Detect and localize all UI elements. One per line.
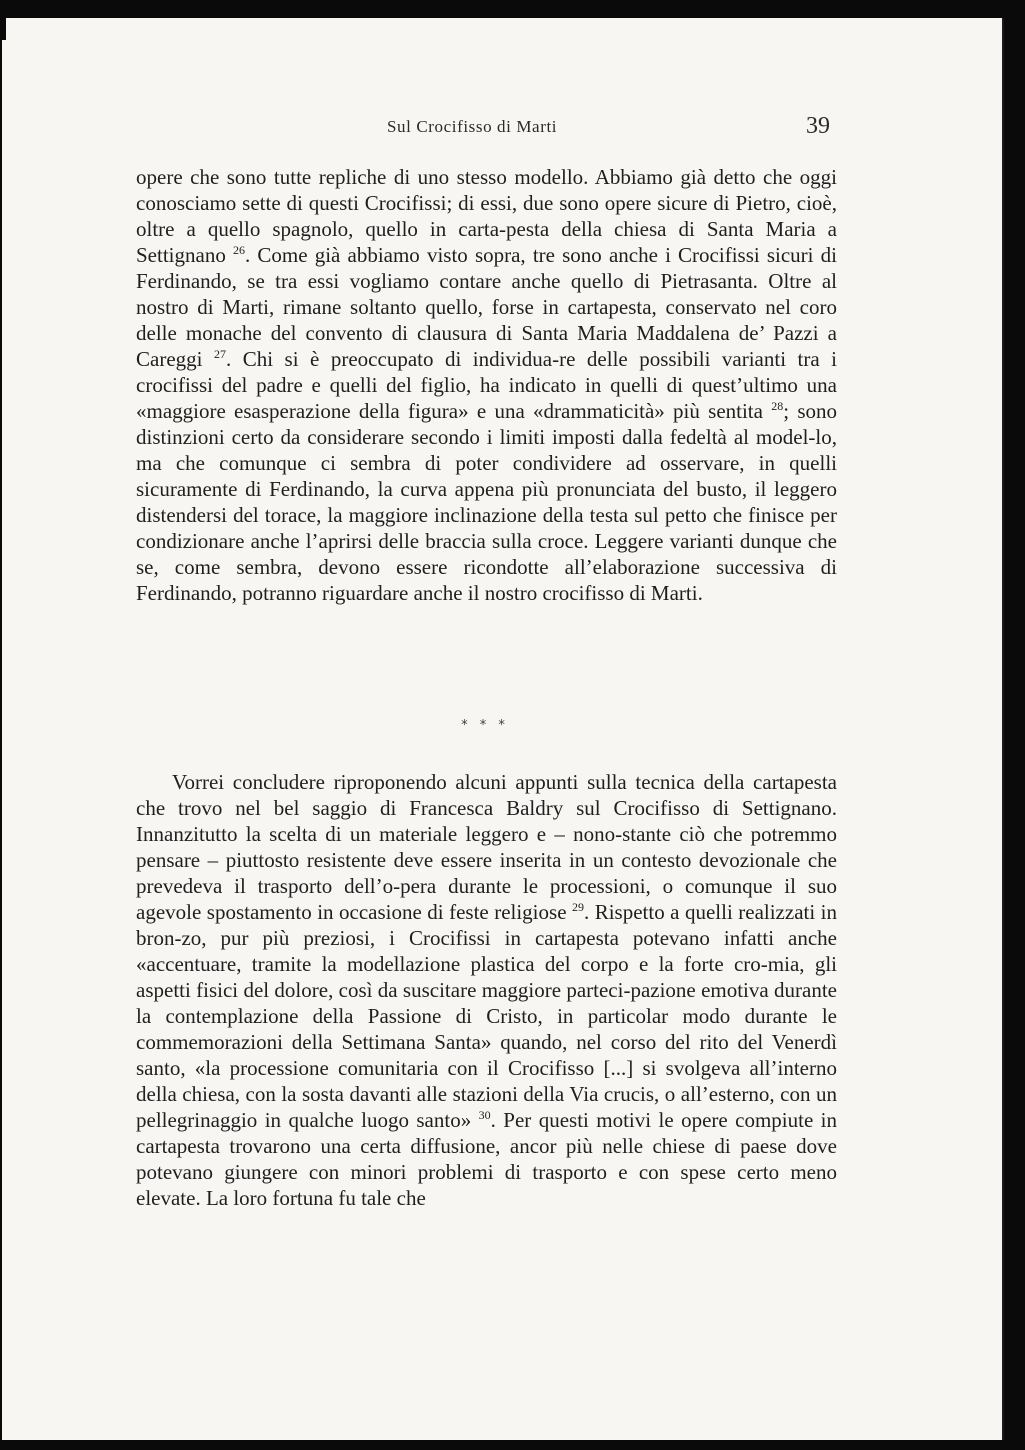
paragraph-1-text-2: . Come già abbiamo visto sopra, tre sono anche i Crocifissi sicuri di Ferdinando, se tra essi vogliamo contare anche quello di Pietrasanta. Oltre al nostro di Marti, rimane soltanto quello, forse in cartapesta, conservato nel coro delle monache del convento di clausura di Santa Maria Maddalena de’ Pazzi a Careggi bbox=[136, 243, 837, 371]
page-header bbox=[0, 113, 1025, 143]
footnote-ref-30: 30 bbox=[478, 1108, 491, 1122]
paragraph-1-text-4: ; sono distinzioni certo da considerare secondo i limiti imposti dalla fedeltà al model-lo, ma che comunque ci sembra di poter condividere ad osservare, in quelli sicuramente di Ferdinando, la curva appena più pronunciata del busto, il leggero distendersi del torace, la maggiore inclinazione della testa sul petto che finisce per condizionare anche l’aprirsi delle braccia sulla croce. Leggere varianti dunque che se, come sembra, devono essere ricondotte all’elaborazione successiva di Ferdinando, potranno riguardare anche il nostro crocifisso di Marti. bbox=[136, 399, 837, 605]
running-title: Sul Crocifisso di Marti bbox=[387, 117, 558, 136]
footnote-ref-29: 29 bbox=[571, 900, 584, 914]
paragraph-2-text-2: . Rispetto a quelli realizzati in bron-zo, pur più preziosi, i Crocifissi in cartapesta potevano infatti anche «accentuare, tramite la modellazione plastica del corpo e la forte cro-mia, gli aspetti fisici del dolore, così da suscitare maggiore parteci-pazione emotiva durante la contemplazione della Passione di Cristo, in particolar modo durante le commemorazioni della Settimana Santa» quando, nel corso del rito del Venerdì santo, «la processione comunitaria con il Crocifisso [...] si svolgeva all’interno della chiesa, con la sosta davanti alle stazioni della Via crucis, o all’esterno, con un pellegrinaggio in qualche luogo santo» bbox=[136, 900, 837, 1132]
paragraph-1-text-1: opere che sono tutte repliche di uno stesso modello. Abbiamo già detto che oggi conosciamo sette di questi Crocifissi; di essi, due sono opere sicure di Pietro, cioè, oltre a quello spagnolo, quello in carta-pesta della chiesa di Santa Maria a Settignano bbox=[136, 165, 837, 267]
footnote-ref-28: 28 bbox=[771, 399, 784, 413]
footnote-ref-27: 27 bbox=[213, 347, 226, 361]
footnote-ref-26: 26 bbox=[232, 243, 245, 257]
paragraph-2 bbox=[136, 769, 837, 1211]
scan-edge-right bbox=[1004, 0, 1025, 1450]
paragraph-2-text-1: Vorrei concludere riproponendo alcuni appunti sulla tecnica della cartapesta che trovo nel bel saggio di Francesca Baldry sul Crocifisso di Settignano. Innanzitutto la scelta di un materiale leggero e – nono-stante ciò che potremmo pensare – piuttosto resistente deve essere inserita in un contesto devozionale che prevedeva il trasporto dell’o-pera durante le processioni, o comunque il suo agevole spostamento in occasione di feste religiose bbox=[136, 770, 837, 924]
section-separator: * * * bbox=[461, 718, 509, 733]
paragraph-1 bbox=[136, 164, 837, 606]
page-number: 39 bbox=[806, 113, 830, 139]
paragraph-2-text-3: . Per questi motivi le opere compiute in cartapesta trovarono una certa diffusione, ancor più nelle chiese di paese dove potevano giungere con minori problemi di trasporto e con spese certo meno elevate. La loro fortuna fu tale che bbox=[136, 1108, 838, 1210]
paragraph-1-text-3: . Chi si è preoccupato di individua-re delle possibili varianti tra i crocifissi del padre e quelli del figlio, ha indicato in quelli di quest’ultimo una «maggiore esasperazione della figura» e una «drammaticità» più sentita bbox=[136, 347, 837, 423]
scan-edge-left bbox=[0, 0, 6, 40]
